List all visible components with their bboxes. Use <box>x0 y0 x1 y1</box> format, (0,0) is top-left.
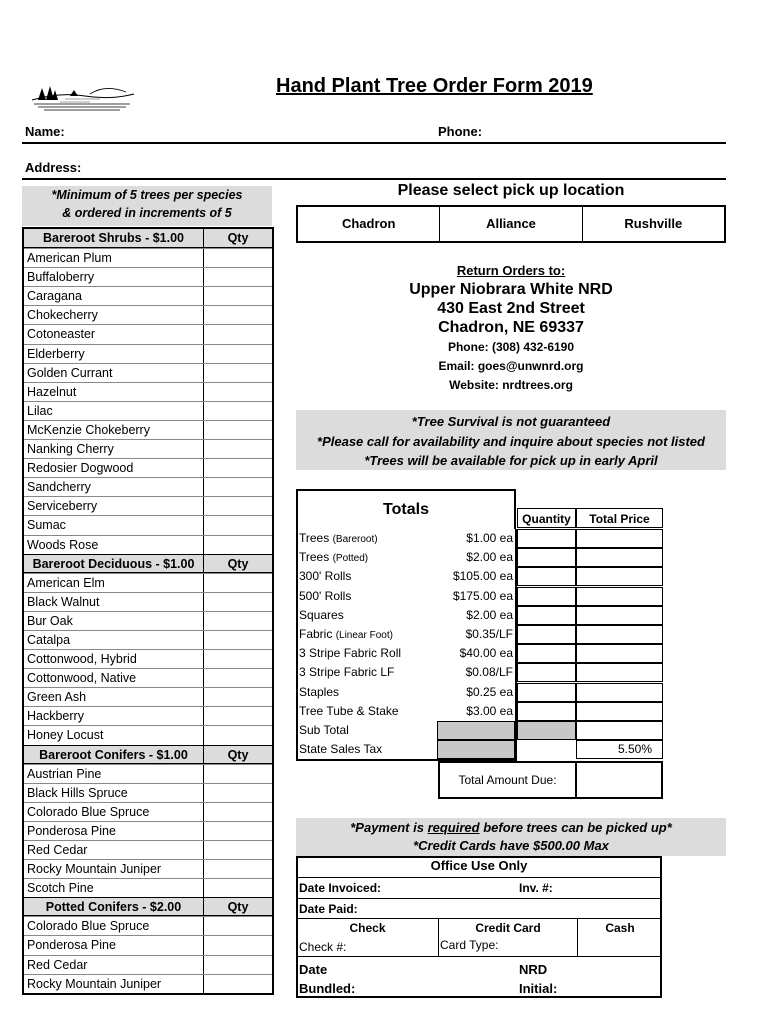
pickup-chadron[interactable]: Chadron <box>341 216 396 231</box>
section-header <box>24 897 272 916</box>
item-name <box>296 702 437 722</box>
subtotal-shaded <box>437 721 515 740</box>
species-name: Lilac <box>24 402 204 420</box>
section-title: Bareroot Conifers - $1.00 <box>24 746 204 763</box>
cash-label: Cash <box>605 921 635 935</box>
item-name-sub: (Bareroot) <box>332 534 378 545</box>
species-row <box>24 821 272 840</box>
totals-row <box>296 567 663 586</box>
payment-required: required <box>427 820 480 835</box>
item-total-field[interactable] <box>576 702 663 721</box>
species-name: Sumac <box>24 516 204 534</box>
item-quantity-field[interactable] <box>517 702 576 721</box>
totals-row <box>296 548 663 567</box>
species-qty-field[interactable] <box>204 402 272 420</box>
name-phone-line[interactable] <box>22 142 726 144</box>
section-header <box>24 554 272 573</box>
species-qty-field[interactable] <box>204 268 272 286</box>
species-row <box>24 477 272 496</box>
nrd-initial-line1: NRD <box>519 962 548 977</box>
date-bundled-line2: Bundled: <box>299 981 356 996</box>
species-row <box>24 668 272 687</box>
section-title: Potted Conifers - $2.00 <box>24 898 204 915</box>
quantity-header: Quantity <box>517 508 576 528</box>
species-name: Cotoneaster <box>24 325 204 343</box>
item-name-main: Trees <box>299 531 333 545</box>
totals-row <box>296 606 663 625</box>
check-label: Check <box>349 921 386 935</box>
species-name: Red Cedar <box>24 841 204 859</box>
species-qty-field[interactable] <box>204 612 272 630</box>
species-qty-field[interactable] <box>204 497 272 515</box>
species-name: Austrian Pine <box>24 765 204 783</box>
species-name: Hazelnut <box>24 383 204 401</box>
item-name <box>296 663 437 683</box>
payment-line1-pre: *Payment is <box>350 820 428 835</box>
item-quantity-field[interactable] <box>517 567 576 586</box>
item-name <box>296 529 437 549</box>
item-name-main: Tree Tube & Stake <box>299 703 399 718</box>
species-qty-field[interactable] <box>204 936 272 954</box>
total-amount-due-field[interactable] <box>577 761 663 799</box>
section-header <box>24 229 272 248</box>
species-qty-field[interactable] <box>204 325 272 343</box>
item-name <box>296 587 437 607</box>
totals-row <box>296 702 663 721</box>
item-quantity-field[interactable] <box>517 625 576 644</box>
card-type-label: Card Type: <box>440 938 499 952</box>
species-name: Caragana <box>24 287 204 305</box>
species-qty-field[interactable] <box>204 516 272 534</box>
species-qty-field[interactable] <box>204 478 272 496</box>
phone-label: Phone: <box>438 124 483 139</box>
species-qty-field[interactable] <box>204 593 272 611</box>
species-row <box>24 630 272 649</box>
species-name: Sandcherry <box>24 478 204 496</box>
species-qty-field[interactable] <box>204 364 272 382</box>
species-name: Honey Locust <box>24 726 204 744</box>
minimum-note-line1: *Minimum of 5 trees per species <box>51 188 243 202</box>
pickup-title: Please select pick up location <box>397 182 625 199</box>
address-line[interactable] <box>22 178 726 180</box>
item-quantity-field[interactable] <box>517 548 576 567</box>
qty-header: Qty <box>227 231 249 245</box>
office-use-title: Office Use Only <box>430 858 528 873</box>
item-total-field[interactable] <box>576 548 663 567</box>
minimum-note <box>22 186 272 226</box>
pickup-rushville[interactable]: Rushville <box>582 207 724 241</box>
minimum-note-line2: & ordered in increments of 5 <box>62 206 232 220</box>
payment-notice <box>296 818 726 856</box>
total-price-header: Total Price <box>576 508 663 528</box>
species-name: Rocky Mountain Juniper <box>24 860 204 878</box>
item-price: $0.35/LF <box>465 627 513 641</box>
item-quantity-field[interactable] <box>517 644 576 663</box>
item-name-main: 500' Rolls <box>299 588 352 603</box>
totals-row <box>296 683 663 702</box>
item-name <box>296 606 437 626</box>
item-price: $40.00 ea <box>459 646 513 661</box>
subtotal-shaded-qty <box>517 721 576 740</box>
species-name: Rocky Mountain Juniper <box>24 975 204 993</box>
species-row <box>24 764 272 783</box>
item-name-main: Squares <box>299 607 344 622</box>
form-title: Hand Plant Tree Order Form 2019 <box>276 75 593 97</box>
species-qty-field[interactable] <box>204 822 272 840</box>
species-row <box>24 802 272 821</box>
item-price: $0.08/LF <box>465 665 513 680</box>
item-price: $105.00 ea <box>452 569 513 584</box>
species-name: Ponderosa Pine <box>24 936 204 954</box>
item-price: $1.00 ea <box>466 531 513 545</box>
check-number-label: Check #: <box>299 940 347 954</box>
species-qty-field[interactable] <box>204 574 272 592</box>
item-name-main: 300' Rolls <box>299 569 352 584</box>
species-row <box>24 382 272 401</box>
item-price: $2.00 ea <box>466 607 513 622</box>
office-divider <box>296 898 662 899</box>
payment-line2: *Credit Cards have $500.00 Max <box>413 838 609 853</box>
return-org: Upper Niobrara White NRD <box>409 281 613 298</box>
totals-row <box>296 663 663 682</box>
species-qty-field[interactable] <box>204 536 272 554</box>
species-row <box>24 344 272 363</box>
species-row <box>24 706 272 725</box>
species-row <box>24 458 272 477</box>
species-name: Elderberry <box>24 345 204 363</box>
species-order-list <box>22 227 274 995</box>
nrd-initial-line2: Initial: <box>519 981 558 996</box>
species-row <box>24 267 272 286</box>
species-qty-field[interactable] <box>204 975 272 993</box>
item-total-field[interactable] <box>576 644 663 663</box>
item-total-field[interactable] <box>576 567 663 586</box>
species-row <box>24 974 272 993</box>
species-name: Chokecherry <box>24 306 204 324</box>
species-row <box>24 515 272 534</box>
payment-line1 <box>296 819 726 837</box>
tax-shaded <box>437 740 515 759</box>
item-quantity-field[interactable] <box>517 606 576 625</box>
species-row <box>24 955 272 974</box>
item-total-field[interactable] <box>576 663 663 682</box>
species-row <box>24 420 272 439</box>
qty-header: Qty <box>227 900 249 915</box>
species-name: Golden Currant <box>24 364 204 382</box>
item-total-field[interactable] <box>576 683 663 702</box>
notice-line3: *Trees will be available for pick up in early April <box>364 453 658 468</box>
species-row <box>24 439 272 458</box>
species-name: American Elm <box>24 574 204 592</box>
species-qty-field[interactable] <box>204 784 272 802</box>
species-qty-field[interactable] <box>204 726 272 744</box>
species-row <box>24 859 272 878</box>
species-row <box>24 687 272 706</box>
item-name <box>296 567 437 587</box>
totals-row <box>296 529 663 548</box>
item-total-field[interactable] <box>576 606 663 625</box>
item-quantity-field[interactable] <box>517 683 576 702</box>
species-qty-field[interactable] <box>204 803 272 821</box>
species-qty-field[interactable] <box>204 440 272 458</box>
item-name <box>296 625 437 645</box>
species-qty-field[interactable] <box>204 306 272 324</box>
item-name-main: Staples <box>299 684 340 699</box>
species-name: Bur Oak <box>24 612 204 630</box>
landscape-logo-icon <box>30 78 135 112</box>
species-row <box>24 725 272 744</box>
species-row <box>24 401 272 420</box>
species-qty-field[interactable] <box>204 383 272 401</box>
section-title: Bareroot Shrubs - $1.00 <box>24 229 204 247</box>
totals-row <box>296 587 663 606</box>
item-name-main: Fabric <box>299 627 336 641</box>
return-email: Email: goes@unwnrd.org <box>438 359 584 373</box>
species-row <box>24 878 272 897</box>
notice-banner <box>296 410 726 470</box>
item-price: $0.25 ea <box>466 684 513 699</box>
notice-line1: *Tree Survival is not guaranteed <box>411 414 611 429</box>
species-row <box>24 535 272 554</box>
credit-card-label: Credit Card <box>475 921 541 935</box>
species-row <box>24 305 272 324</box>
item-name-main: 3 Stripe Fabric LF <box>299 665 395 680</box>
qty-header: Qty <box>227 747 249 762</box>
species-name: Cottonwood, Hybrid <box>24 650 204 668</box>
species-row <box>24 783 272 802</box>
item-price: $3.00 ea <box>466 703 513 718</box>
invoice-number-label: Inv. #: <box>519 881 553 895</box>
species-qty-field[interactable] <box>204 249 272 267</box>
sales-tax-row <box>296 740 663 759</box>
item-name-main: 3 Stripe Fabric Roll <box>299 646 402 661</box>
subtotal-field[interactable] <box>576 721 663 740</box>
species-row <box>24 248 272 267</box>
species-name: Buffaloberry <box>24 268 204 286</box>
return-street: 430 East 2nd Street <box>437 300 585 317</box>
species-name: Colorado Blue Spruce <box>24 917 204 935</box>
species-qty-field[interactable] <box>204 631 272 649</box>
species-qty-field[interactable] <box>204 421 272 439</box>
item-name-sub: (Linear Foot) <box>335 630 393 641</box>
sales-tax-label: State Sales Tax <box>299 742 383 757</box>
totals-row <box>296 625 663 644</box>
sales-tax-field[interactable] <box>576 740 663 759</box>
species-qty-field[interactable] <box>204 917 272 935</box>
species-qty-field[interactable] <box>204 841 272 859</box>
species-name: Cottonwood, Native <box>24 669 204 687</box>
species-row <box>24 573 272 592</box>
notice-line2: *Please call for availability and inquire about species not listed <box>317 433 705 449</box>
species-qty-field[interactable] <box>204 688 272 706</box>
species-name: Woods Rose <box>24 536 204 554</box>
species-name: Black Walnut <box>24 593 204 611</box>
office-divider <box>296 918 662 919</box>
species-row <box>24 496 272 515</box>
item-name <box>296 683 437 703</box>
species-qty-field[interactable] <box>204 669 272 687</box>
totals-row <box>296 644 663 663</box>
totals-title: Totals <box>296 489 516 529</box>
item-quantity-field[interactable] <box>517 587 576 606</box>
species-qty-field[interactable] <box>204 956 272 974</box>
species-name: Black Hills Spruce <box>24 784 204 802</box>
item-total-field[interactable] <box>576 625 663 644</box>
species-row <box>24 611 272 630</box>
pickup-alliance[interactable]: Alliance <box>439 207 581 241</box>
item-total-field[interactable] <box>576 529 663 548</box>
species-name: Redosier Dogwood <box>24 459 204 477</box>
date-bundled-line1: Date <box>299 962 328 977</box>
tax-rate: 5.50% <box>617 742 652 757</box>
species-qty-field[interactable] <box>204 860 272 878</box>
date-paid-label: Date Paid: <box>299 902 358 916</box>
species-row <box>24 649 272 668</box>
species-qty-field[interactable] <box>204 459 272 477</box>
pickup-location-selector <box>296 205 726 243</box>
species-name: Colorado Blue Spruce <box>24 803 204 821</box>
item-name-main: Trees <box>299 550 333 565</box>
species-name: Serviceberry <box>24 497 204 515</box>
species-row <box>24 324 272 343</box>
date-bundled-label <box>299 960 355 998</box>
species-row <box>24 286 272 305</box>
species-name: Ponderosa Pine <box>24 822 204 840</box>
species-row <box>24 916 272 935</box>
species-row <box>24 592 272 611</box>
species-name: Catalpa <box>24 631 204 649</box>
return-website: Website: nrdtrees.org <box>449 378 573 392</box>
species-name: Hackberry <box>24 707 204 725</box>
return-phone: Phone: (308) 432-6190 <box>447 340 575 354</box>
return-city: Chadron, NE 69337 <box>438 319 584 336</box>
species-row <box>24 935 272 954</box>
species-name: Red Cedar <box>24 956 204 974</box>
species-name: McKenzie Chokeberry <box>24 421 204 439</box>
item-price: $2.00 ea <box>466 550 513 565</box>
subtotal-label: Sub Total <box>299 723 349 737</box>
date-invoiced-label: Date Invoiced: <box>299 881 382 895</box>
species-qty-field[interactable] <box>204 707 272 725</box>
item-name <box>296 644 437 664</box>
address-label: Address: <box>25 160 82 175</box>
species-qty-field[interactable] <box>204 345 272 363</box>
species-row <box>24 363 272 382</box>
item-name <box>296 548 437 568</box>
return-heading: Return Orders to: <box>456 263 566 278</box>
name-label: Name: <box>25 124 65 139</box>
species-name: American Plum <box>24 249 204 267</box>
species-qty-field[interactable] <box>204 879 272 897</box>
payment-line1-post: before trees can be picked up* <box>479 820 672 835</box>
item-name-sub: (Potted) <box>332 553 369 565</box>
item-price: $175.00 ea <box>452 588 513 603</box>
section-header <box>24 745 272 764</box>
nrd-initial-label <box>519 960 557 998</box>
subtotal-row <box>296 721 663 740</box>
item-quantity-field[interactable] <box>517 663 576 682</box>
species-qty-field[interactable] <box>204 650 272 668</box>
species-row <box>24 840 272 859</box>
species-name: Green Ash <box>24 688 204 706</box>
species-name: Scotch Pine <box>24 879 204 897</box>
item-total-field[interactable] <box>576 587 663 606</box>
species-qty-field[interactable] <box>204 765 272 783</box>
total-amount-due-label: Total Amount Due: <box>438 761 577 799</box>
qty-header: Qty <box>227 556 249 571</box>
office-divider <box>296 956 662 957</box>
section-title: Bareroot Deciduous - $1.00 <box>24 555 204 572</box>
species-name: Nanking Cherry <box>24 440 204 458</box>
office-divider <box>296 877 662 878</box>
species-qty-field[interactable] <box>204 287 272 305</box>
item-quantity-field[interactable] <box>517 529 576 548</box>
